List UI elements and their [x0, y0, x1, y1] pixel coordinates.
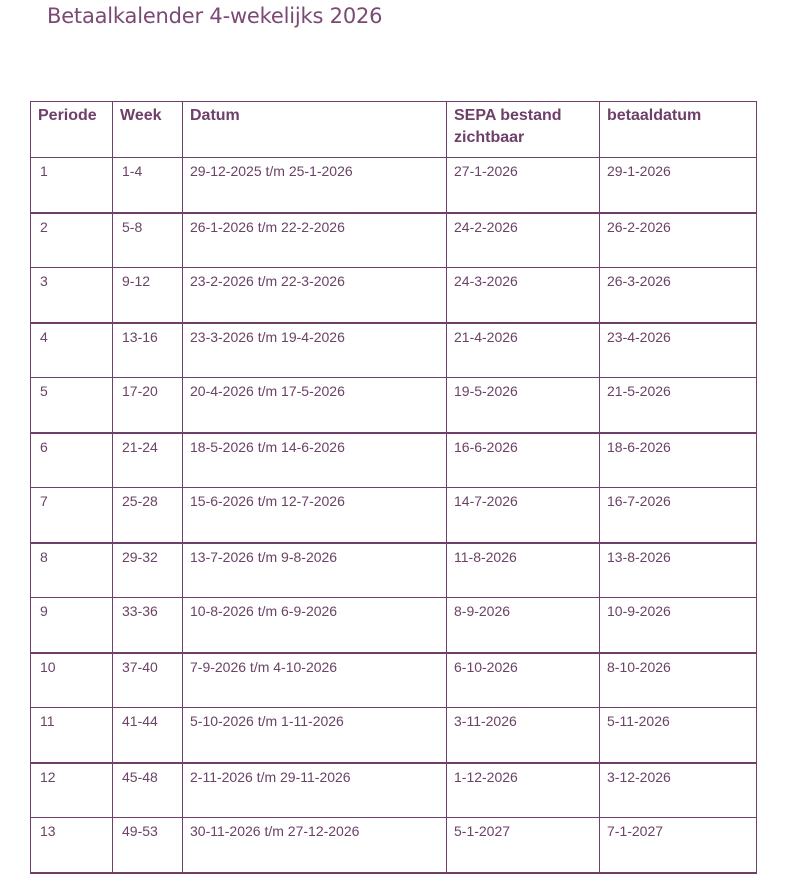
cell-sepa: 3-11-2026	[447, 708, 600, 763]
cell-periode: 9	[31, 598, 113, 653]
column-header-betaaldatum: betaaldatum	[600, 102, 757, 158]
cell-week: 1-4	[113, 158, 183, 213]
table-row	[31, 763, 757, 818]
cell-periode: 6	[31, 433, 113, 488]
cell-week: 33-36	[113, 598, 183, 653]
cell-week: 21-24	[113, 433, 183, 488]
table-row	[31, 708, 757, 763]
cell-datum: 7-9-2026 t/m 4-10-2026	[183, 653, 447, 708]
cell-sepa: 24-2-2026	[447, 213, 600, 268]
cell-betaaldatum: 3-12-2026	[600, 763, 757, 818]
cell-week: 25-28	[113, 488, 183, 543]
cell-sepa: 19-5-2026	[447, 378, 600, 433]
payment-calendar-table	[30, 101, 757, 874]
cell-periode: 5	[31, 378, 113, 433]
cell-sepa: 27-1-2026	[447, 158, 600, 213]
cell-week: 9-12	[113, 268, 183, 323]
cell-sepa: 1-12-2026	[447, 763, 600, 818]
table-row	[31, 268, 757, 323]
column-header-sepa: SEPA bestand zichtbaar	[447, 102, 600, 158]
cell-periode: 11	[31, 708, 113, 763]
cell-sepa: 8-9-2026	[447, 598, 600, 653]
cell-betaaldatum: 13-8-2026	[600, 543, 757, 598]
table-row	[31, 818, 757, 873]
cell-periode: 12	[31, 763, 113, 818]
cell-sepa: 21-4-2026	[447, 323, 600, 378]
table-row	[31, 213, 757, 268]
table-row	[31, 158, 757, 213]
cell-datum: 26-1-2026 t/m 22-2-2026	[183, 213, 447, 268]
cell-periode: 7	[31, 488, 113, 543]
cell-periode: 3	[31, 268, 113, 323]
cell-sepa: 16-6-2026	[447, 433, 600, 488]
cell-betaaldatum: 18-6-2026	[600, 433, 757, 488]
cell-periode: 1	[31, 158, 113, 213]
table-row	[31, 598, 757, 653]
cell-betaaldatum: 26-3-2026	[600, 268, 757, 323]
cell-week: 37-40	[113, 653, 183, 708]
table-row	[31, 488, 757, 543]
table-row	[31, 323, 757, 378]
table-row	[31, 378, 757, 433]
cell-datum: 5-10-2026 t/m 1-11-2026	[183, 708, 447, 763]
cell-datum: 30-11-2026 t/m 27-12-2026	[183, 818, 447, 873]
cell-periode: 10	[31, 653, 113, 708]
cell-week: 49-53	[113, 818, 183, 873]
cell-sepa: 6-10-2026	[447, 653, 600, 708]
cell-datum: 10-8-2026 t/m 6-9-2026	[183, 598, 447, 653]
cell-datum: 29-12-2025 t/m 25-1-2026	[183, 158, 447, 213]
cell-betaaldatum: 21-5-2026	[600, 378, 757, 433]
cell-datum: 20-4-2026 t/m 17-5-2026	[183, 378, 447, 433]
cell-periode: 8	[31, 543, 113, 598]
table-row	[31, 543, 757, 598]
cell-datum: 13-7-2026 t/m 9-8-2026	[183, 543, 447, 598]
cell-sepa: 11-8-2026	[447, 543, 600, 598]
table-row	[31, 433, 757, 488]
cell-betaaldatum: 10-9-2026	[600, 598, 757, 653]
cell-periode: 4	[31, 323, 113, 378]
cell-betaaldatum: 16-7-2026	[600, 488, 757, 543]
cell-datum: 2-11-2026 t/m 29-11-2026	[183, 763, 447, 818]
cell-betaaldatum: 23-4-2026	[600, 323, 757, 378]
cell-betaaldatum: 29-1-2026	[600, 158, 757, 213]
cell-week: 13-16	[113, 323, 183, 378]
cell-sepa: 24-3-2026	[447, 268, 600, 323]
cell-betaaldatum: 26-2-2026	[600, 213, 757, 268]
cell-week: 5-8	[113, 213, 183, 268]
cell-week: 29-32	[113, 543, 183, 598]
cell-datum: 23-3-2026 t/m 19-4-2026	[183, 323, 447, 378]
cell-betaaldatum: 5-11-2026	[600, 708, 757, 763]
column-header-datum: Datum	[183, 102, 447, 158]
cell-periode: 2	[31, 213, 113, 268]
cell-datum: 18-5-2026 t/m 14-6-2026	[183, 433, 447, 488]
table-header-row	[31, 102, 757, 158]
column-header-periode: Periode	[31, 102, 113, 158]
page-title: Betaalkalender 4-wekelijks 2026	[47, 4, 383, 28]
cell-datum: 23-2-2026 t/m 22-3-2026	[183, 268, 447, 323]
cell-betaaldatum: 7-1-2027	[600, 818, 757, 873]
cell-periode: 13	[31, 818, 113, 873]
cell-betaaldatum: 8-10-2026	[600, 653, 757, 708]
cell-week: 17-20	[113, 378, 183, 433]
cell-datum: 15-6-2026 t/m 12-7-2026	[183, 488, 447, 543]
column-header-week: Week	[113, 102, 183, 158]
cell-sepa: 5-1-2027	[447, 818, 600, 873]
table-row	[31, 653, 757, 708]
table-body	[31, 158, 757, 873]
cell-week: 45-48	[113, 763, 183, 818]
cell-week: 41-44	[113, 708, 183, 763]
cell-sepa: 14-7-2026	[447, 488, 600, 543]
